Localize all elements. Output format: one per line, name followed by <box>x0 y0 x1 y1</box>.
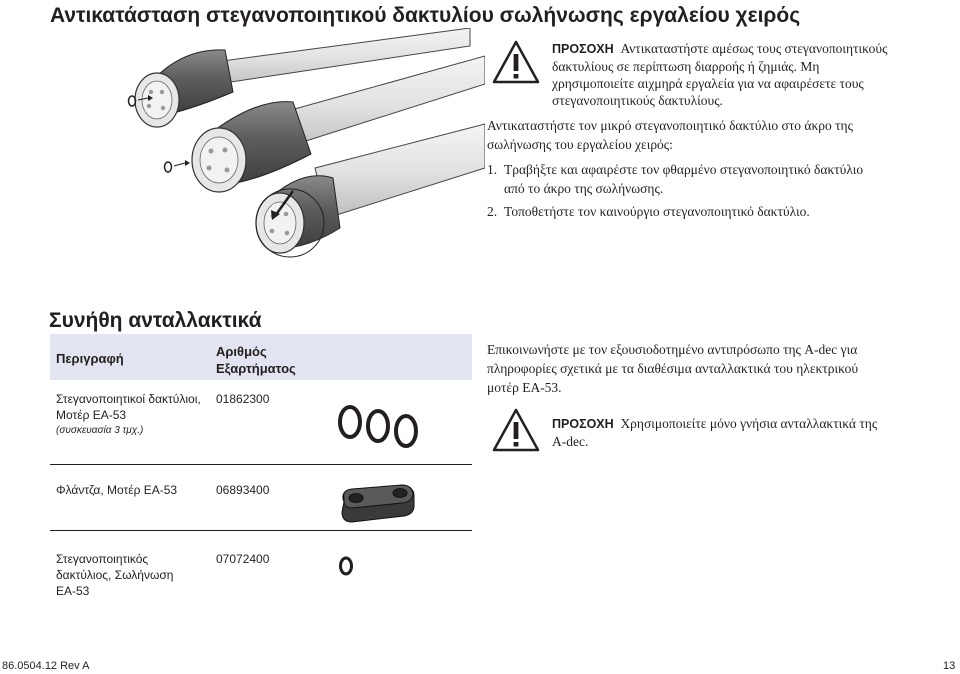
table-row-part-number: 07072400 <box>216 552 270 566</box>
page-title: Αντικατάσταση στεγανοποιητικού δακτυλίου σωλήνωσης εργαλείου χειρός <box>50 4 801 27</box>
warning-triangle-icon <box>492 40 540 84</box>
description-note: (συσκευασία 3 τμχ.) <box>56 425 144 436</box>
warning-text: Αντικαταστήστε αμέσως τους στεγανοποιητικούς <box>620 41 888 56</box>
contact-text <box>487 340 947 397</box>
step-text: Τοποθετήστε τον καινούργιο στεγανοποιητικό δακτύλιο. <box>504 204 810 219</box>
tubing-illustration <box>115 28 485 258</box>
table-row-part-number: 06893400 <box>216 483 270 497</box>
row-divider <box>50 464 472 465</box>
gasket-flange-image <box>336 484 420 526</box>
step-1 <box>487 160 947 198</box>
warning-text: δακτυλίους σε περίπτωση διαρροής ή ζημιάς. Μη <box>552 59 820 74</box>
instructions <box>487 116 947 221</box>
contact-line: μοτέρ EA-53. <box>487 380 562 395</box>
contact-line: Επικοινωνήστε με τον εξουσιοδοτημένο αντιπρόσωπο της A-dec για <box>487 342 858 357</box>
description-text: δακτύλιος, Σωλήνωση <box>56 568 174 582</box>
footer-page-number: 13 <box>943 660 956 672</box>
table-row-description <box>56 551 216 599</box>
parts-section-title: Συνήθη ανταλλακτικά <box>49 309 262 332</box>
warning-text: στεγανοποιητικούς δακτυλίους. <box>552 93 723 108</box>
warning-label: ΠΡΟΣΟΧΗ <box>552 417 614 431</box>
warning-text: Χρησιμοποιείτε μόνο γνήσια ανταλλακτικά της <box>620 416 878 431</box>
warning-triangle-icon <box>492 408 540 452</box>
contact-line: πληροφορίες σχετικά με τα διαθέσιμα ανταλλακτικά του ηλεκτρικού <box>487 361 859 376</box>
warning-notice-2 <box>552 415 952 450</box>
description-text: EA-53 <box>56 584 90 598</box>
header-description: Περιγραφή <box>56 351 124 366</box>
footer-doc-id: 86.0504.12 Rev A <box>2 660 90 672</box>
header-part-line: Αριθμός <box>216 344 267 359</box>
single-o-ring-image <box>336 554 356 578</box>
o-rings-image <box>336 402 426 448</box>
warning-text: χρησιμοποιείτε αιχμηρά εργαλεία για να αφαιρέσετε τους <box>552 76 864 91</box>
table-row-part-number: 01862300 <box>216 392 270 406</box>
step-text: από το άκρο της σωλήνωσης. <box>504 181 664 196</box>
description-text: Στεγανοποιητικός <box>56 552 149 566</box>
intro-text: σωλήνωσης του εργαλείου χειρός: <box>487 137 673 152</box>
warning-label: ΠΡΟΣΟΧΗ <box>552 42 614 56</box>
table-row-description: Φλάντζα, Μοτέρ EA-53 <box>56 483 178 497</box>
description-text: Μοτέρ EA-53 <box>56 408 127 422</box>
step-number: 1. <box>487 162 498 177</box>
description-text: Στεγανοποιητικοί δακτύλιοι, <box>56 392 201 406</box>
warning-text: A-dec. <box>552 434 589 449</box>
step-2 <box>487 202 947 221</box>
intro-text: Αντικαταστήστε τον μικρό στεγανοποιητικό δακτύλιο στο άκρο της <box>487 118 853 133</box>
header-part-line: Εξαρτήματος <box>216 361 296 376</box>
warning-notice-1 <box>552 40 952 109</box>
header-part-number <box>216 343 296 377</box>
step-number: 2. <box>487 204 498 219</box>
table-row-description <box>56 391 216 439</box>
row-divider <box>50 530 472 531</box>
step-text: Τραβήξτε και αφαιρέστε τον φθαρμένο στεγανοποιητικό δακτύλιο <box>504 162 864 177</box>
